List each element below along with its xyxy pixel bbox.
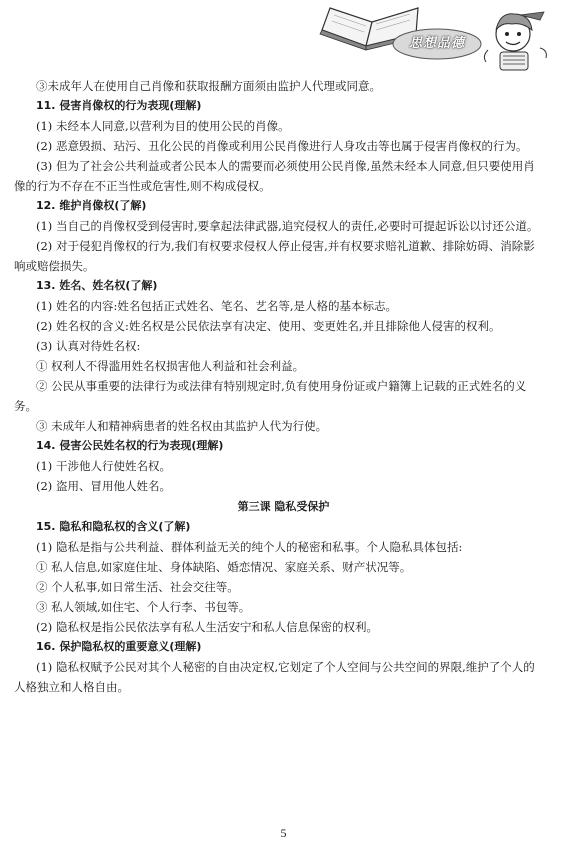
- body-paragraph: (1) 干涉他人行使姓名权。: [36, 459, 171, 473]
- body-paragraph: (2) 恶意毁损、玷污、丑化公民的肖像或利用公民肖像进行人身攻击等也属于侵害肖像权的行为。: [36, 139, 528, 153]
- body-paragraph: ① 权利人不得滥用姓名权损害他人利益和社会利益。: [36, 359, 305, 373]
- body-paragraph: (1) 姓名的内容:姓名包括正式姓名、笔名、艺名等,是人格的基本标志。: [36, 299, 397, 313]
- body-paragraph: ① 私人信息,如家庭住址、身体缺陷、婚恋情况、家庭关系、财产状况等。: [36, 560, 412, 574]
- section-heading: 16. 保护隐私权的重要意义(理解): [36, 640, 202, 653]
- body-paragraph: (1) 当自己的肖像权受到侵害时,要拿起法律武器,追究侵权人的责任,必要时可提起诉讼以讨还公道。: [36, 219, 539, 233]
- body-paragraph: ② 公民从事重要的法律行为或法律有特别规定时,负有使用身份证或户籍簿上记载的正式姓名的义务。: [14, 379, 527, 413]
- body-paragraph: (2) 隐私权是指公民依法享有私人生活安宁和私人信息保密的权利。: [36, 620, 378, 634]
- body-paragraph: (2) 盗用、冒用他人姓名。: [36, 479, 171, 493]
- body-paragraph: (1) 隐私权赋予公民对其个人秘密的自由决定权,它划定了个人空间与公共空间的界限,维护了个人的人格独立和人格自由。: [14, 660, 535, 694]
- body-paragraph: (2) 对于侵犯肖像权的行为,我们有权要求侵权人停止侵害,并有权要求赔礼道歉、排除妨碍、消除影响或赔偿损失。: [14, 239, 535, 273]
- header-decoration: [0, 0, 567, 80]
- header-illustration: [0, 0, 567, 80]
- document-body: [0, 76, 567, 697]
- body-paragraph: (1) 未经本人同意,以营利为目的使用公民的肖像。: [36, 119, 290, 133]
- subject-badge: 思想品德: [408, 36, 465, 51]
- section-heading: 12. 维护肖像权(了解): [36, 199, 147, 212]
- body-paragraph: ③ 私人领域,如住宅、个人行李、书包等。: [36, 600, 251, 614]
- section-heading: 15. 隐私和隐私权的含义(了解): [36, 520, 191, 533]
- body-paragraph: ③未成年人在使用自己肖像和获取报酬方面须由监护人代理或同意。: [36, 79, 381, 93]
- body-paragraph: (1) 隐私是指与公共利益、群体利益无关的纯个人的秘密和私事。个人隐私具体包括:: [36, 540, 463, 554]
- body-paragraph: (3) 但为了社会公共利益或者公民本人的需要而必须使用公民肖像,虽然未经本人同意,但只要使用肖像的行为不存在不正当性或危害性,则不构成侵权。: [14, 159, 535, 193]
- section-heading: 11. 侵害肖像权的行为表现(理解): [36, 99, 202, 112]
- lesson-title: 第三课 隐私受保护: [237, 500, 330, 513]
- body-paragraph: (2) 姓名权的含义:姓名权是公民依法享有决定、使用、变更姓名,并且排除他人侵害的权利。: [36, 319, 501, 333]
- body-paragraph: ③ 未成年人和精神病患者的姓名权由其监护人代为行使。: [36, 419, 328, 433]
- page-number: 5: [280, 826, 287, 840]
- body-paragraph: (3) 认真对待姓名权:: [36, 339, 141, 353]
- section-heading: 13. 姓名、姓名权(了解): [36, 279, 158, 292]
- body-paragraph: ② 个人私事,如日常生活、社会交往等。: [36, 580, 239, 594]
- section-heading: 14. 侵害公民姓名权的行为表现(理解): [36, 439, 224, 452]
- child-mascot-icon: [484, 12, 546, 70]
